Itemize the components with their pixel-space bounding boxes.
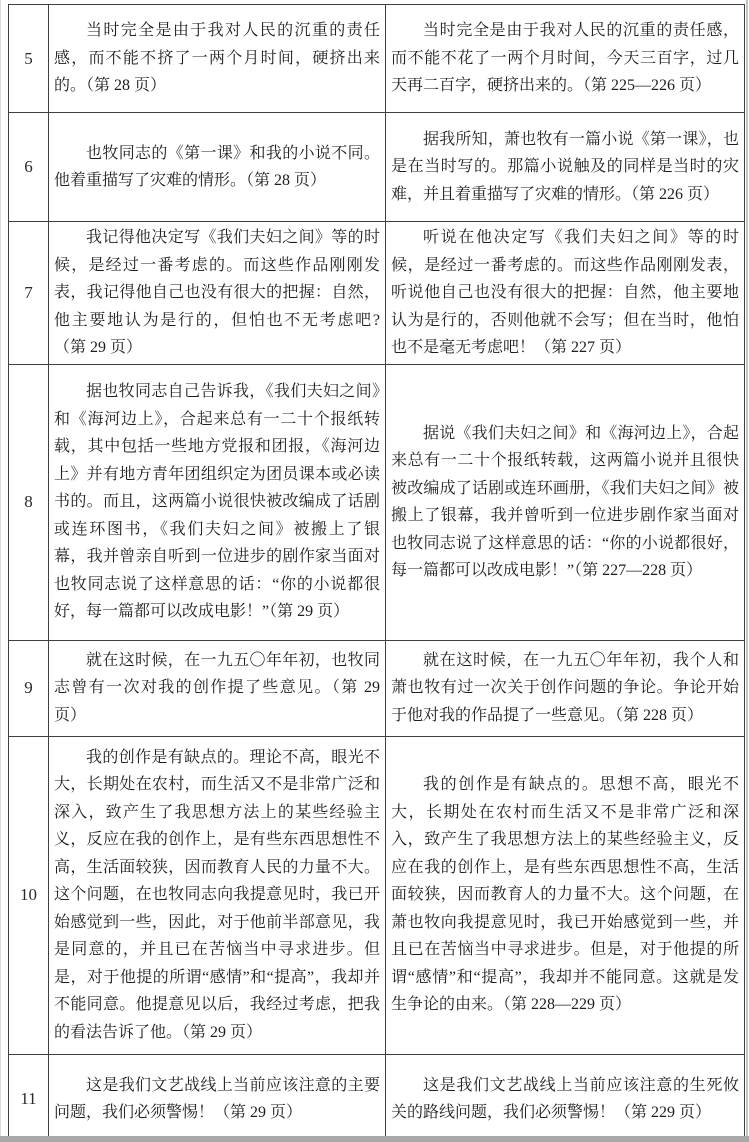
page-edge-left bbox=[0, 0, 1, 1142]
table-row bbox=[9, 113, 745, 222]
left-version-text: 我记得他决定写《我们夫妇之间》等的时候，是经过一番考虑的。而这些作品刚刚发表，我记得他自己也没有很大的把握：自然，他主要地认为是行的，但怕也不无考虑吧?（第 29 页） bbox=[54, 229, 380, 356]
row-number: 8 bbox=[9, 364, 49, 640]
left-version-text: 据也牧同志自己告诉我，《我们夫妇之间》和《海河边上》，合起来总有一二十个报纸转载，其中包括一些地方党报和团报，《海河边上》并有地方青年团组织定为团员课本或必读书的。而且，这两篇小说很快被改编成了话剧或连环图书，《我们夫妇之间》被搬上了银幕，我并曾亲自听到一位进步的剧作家当面对也牧同志说了这样意思的话：“你的小说都很好，每一篇都可以改成电影！”（第 29 页） bbox=[54, 383, 380, 621]
text-comparison-table bbox=[8, 4, 745, 1142]
left-version-cell bbox=[49, 5, 386, 113]
table-row bbox=[9, 1054, 745, 1142]
row-number: 7 bbox=[9, 222, 49, 365]
left-version-cell bbox=[49, 364, 386, 640]
left-version-cell bbox=[49, 222, 386, 365]
left-version-text: 就在这时候，在一九五〇年年初，也牧同志曾有一次对我的创作提了些意见。（第 29 页） bbox=[54, 651, 380, 724]
left-version-text: 我的创作是有缺点的。理论不高，眼光不大，长期处在农村，而生活又不是非常广泛和深入，致产生了我思想方法上的某些经验主义，反应在我的创作上，是有些东西思想性不高，生活面较狭，因而教育人民的力量不大。这个问题，在也牧同志向我提意见时，我已开始感觉到一些，因此，对于他前半部意见，我是同意的，并且已在苦恼当中寻求进步。但是，对于他提的所谓“感情”和“提高”，我却并不能同意。他提意见以后，我经过考虑，把我的看法告诉了他。（第 29 页） bbox=[54, 748, 380, 1041]
table-row bbox=[9, 222, 745, 365]
left-version-text: 这是我们文艺战线上当前应该注意的主要问题，我们必须警惕！（第 29 页） bbox=[54, 1076, 380, 1121]
right-version-text: 我的创作是有缺点的。思想不高，眼光不大，长期处在农村而生活又不是非常广泛和深入，致产生了我思想方法上的某些经验主义，反应在我的创作上，是有些东西思想性不高，生活面较狭，因而教育人的力量不大。这个问题，在萧也牧向我提意见时，我已开始感觉到一些，并且已在苦恼当中寻求进步。但是，对于他提的所谓“感情”和“提高”，我却并不能同意。这就是发生争论的由来。（第 228—229 页） bbox=[391, 776, 739, 1014]
page-edge-right bbox=[746, 0, 748, 1142]
right-version-cell bbox=[386, 736, 745, 1054]
right-version-text: 听说在他决定写《我们夫妇之间》等的时候，是经过一番考虑的。而这些作品刚刚发表，听说他自己也没有很大的把握：自然，他主要地认为是行的，否则他就不会写；但在当时，他怕也不是毫无考虑吧！（第 227 页） bbox=[391, 229, 739, 356]
left-version-cell bbox=[49, 113, 386, 222]
table-row bbox=[9, 364, 745, 640]
table-row bbox=[9, 640, 745, 736]
row-number: 9 bbox=[9, 640, 49, 736]
right-version-text: 据我所知，萧也牧有一篇小说《第一课》，也是在当时写的。那篇小说触及的同样是当时的灾难，并且着重描写了灾难的情形。（第 226 页） bbox=[391, 130, 739, 203]
right-version-cell bbox=[386, 640, 745, 736]
right-version-text: 就在这时候，在一九五〇年年初，我个人和萧也牧有过一次关于创作问题的争论。争论开始于他对我的作品提了一些意见。（第 228 页） bbox=[391, 651, 739, 724]
right-version-text: 据说《我们夫妇之间》和《海河边上》，合起来总有一二十个报纸转载，这两篇小说并且很快被改编成了话剧或连环画册，《我们夫妇之间》被搬上了银幕，我并曾听到一位进步剧作家当面对也牧同志说了这样意思的话：“你的小说都很好，每一篇都可以改成电影！”（第 227—228 页） bbox=[391, 424, 739, 579]
right-version-cell bbox=[386, 113, 745, 222]
right-version-cell bbox=[386, 1054, 745, 1142]
right-version-cell bbox=[386, 222, 745, 365]
right-version-cell bbox=[386, 364, 745, 640]
left-version-cell bbox=[49, 640, 386, 736]
left-version-text: 当时完全是由于我对人民的沉重的责任感，而不能不挤了一两个月时间，硬挤出来的。（第 28 页） bbox=[54, 22, 380, 95]
row-number: 6 bbox=[9, 113, 49, 222]
right-version-text: 当时完全是由于我对人民的沉重的责任感，而不能不花了一两个月时间，今天三百字，过几天再二百字，硬挤出来的。（第 225—226 页） bbox=[391, 22, 739, 95]
page-edge-shadow bbox=[0, 1136, 749, 1142]
left-version-text: 也牧同志的《第一课》和我的小说不同。他着重描写了灾难的情形。（第 28 页） bbox=[54, 144, 380, 189]
table-row bbox=[9, 5, 745, 113]
row-number: 5 bbox=[9, 5, 49, 113]
left-version-cell bbox=[49, 1054, 386, 1142]
left-version-cell bbox=[49, 736, 386, 1054]
table-row bbox=[9, 736, 745, 1054]
right-version-cell bbox=[386, 5, 745, 113]
right-version-text: 这是我们文艺战线上当前应该注意的生死攸关的路线问题，我们必须警惕！（第 229 页） bbox=[391, 1076, 739, 1121]
row-number: 10 bbox=[9, 736, 49, 1054]
row-number: 11 bbox=[9, 1054, 49, 1142]
